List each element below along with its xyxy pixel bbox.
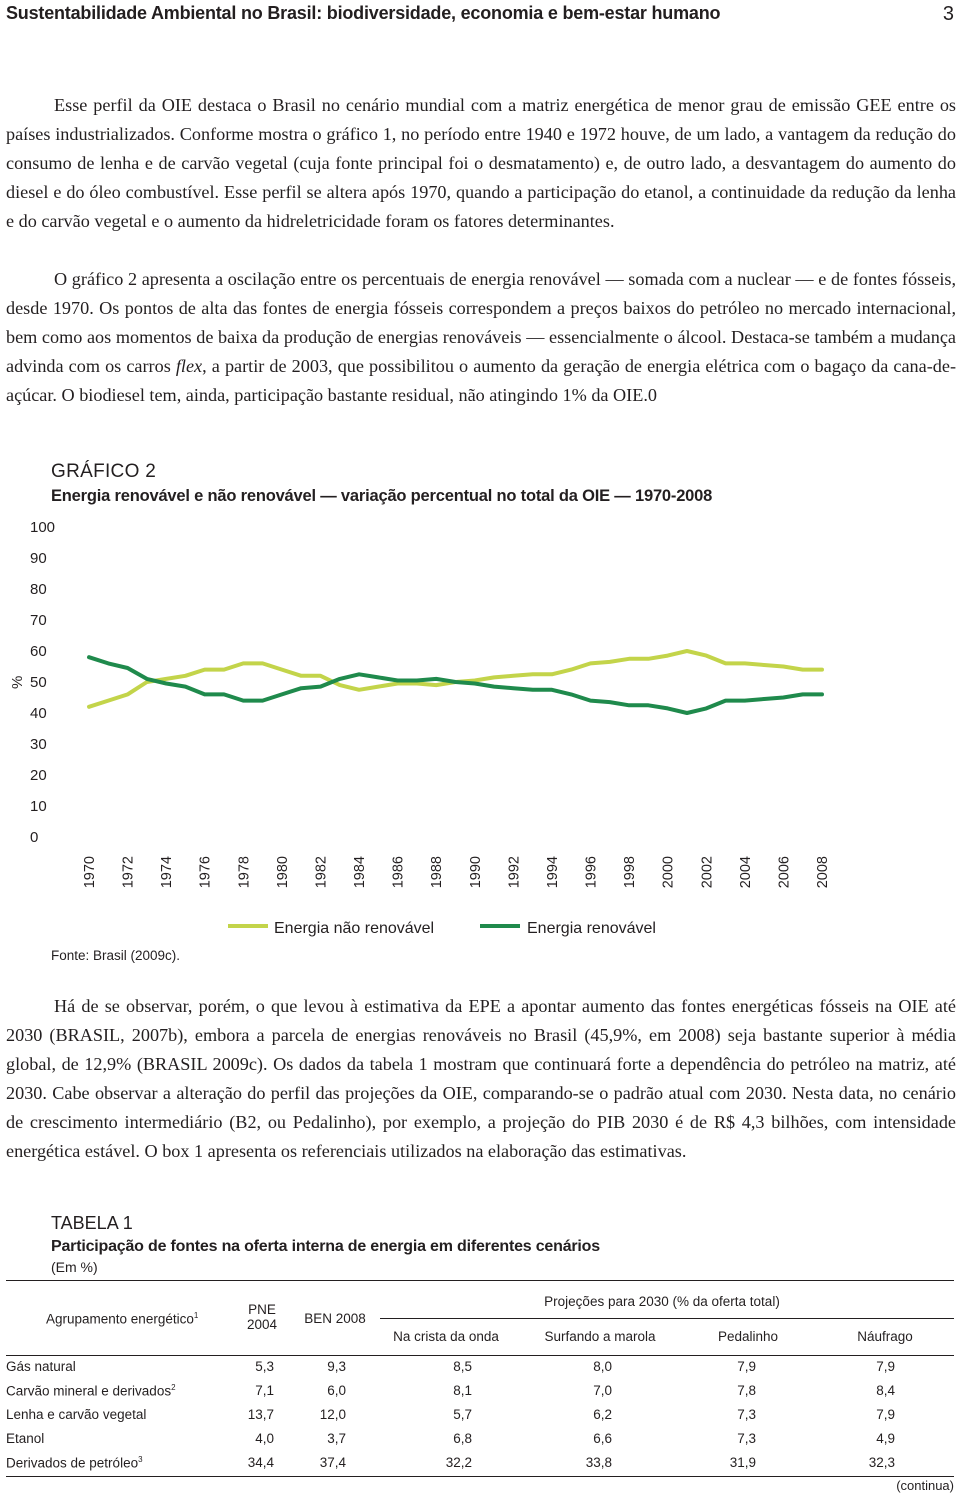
table-cell-naufrago: 8,4: [876, 1383, 895, 1398]
body-paragraph-2: [6, 265, 956, 410]
table-continued-note: (continua): [896, 1478, 954, 1493]
paragraph-text-part: O gráfico 2 apresenta a oscilação entre os percentuais de energia renovável — somada com a nuclear — e de fontes fósseis, desde 1970. Os pontos de alta das fontes de energia fósseis correspondem a preços baixos do petróleo no mercado internacional, bem como aos momentos de baixa da produção de energias renováveis — essencialmente o álcool. Destaca-se também a mudança advinda com os carros: [6, 269, 956, 376]
table-title: Participação de fontes na oferta interna de energia em diferentes cenários: [51, 1238, 600, 1255]
y-tick-label: 100: [30, 519, 56, 536]
y-tick-label: 90: [30, 550, 47, 567]
x-tick-label: 1972: [120, 856, 137, 889]
y-tick-label: 0: [30, 829, 39, 846]
series-lines: [89, 651, 822, 713]
table-cell-ben: 37,4: [319, 1455, 346, 1470]
x-tick-label: 1976: [197, 856, 214, 889]
table-cell-pedalinho: 7,8: [737, 1383, 756, 1398]
table-projections-rule: [380, 1318, 954, 1319]
table-header-group: [46, 1311, 198, 1327]
table-cell-naufrago: 7,9: [876, 1407, 895, 1422]
table-cell-pne: 4,0: [255, 1431, 274, 1446]
table-cell-crista: 5,7: [453, 1407, 472, 1422]
y-tick-label: 40: [30, 705, 47, 722]
legend-label: Energia não renovável: [274, 920, 435, 937]
group-label: Agrupamento energético: [46, 1311, 194, 1327]
x-tick-label: 1974: [159, 856, 176, 889]
table-cell-pedalinho: 31,9: [729, 1455, 756, 1470]
table-row-label: Carvão mineral e derivados$^2$: [6, 1383, 176, 1399]
legend: [228, 920, 656, 937]
chart-source: Fonte: Brasil (2009c).: [51, 948, 181, 963]
table-kicker: TABELA 1: [51, 1213, 133, 1233]
y-tick-label: 80: [30, 581, 47, 598]
footnote-marker: 2: [171, 1383, 176, 1392]
x-tick-label: 1996: [583, 856, 600, 889]
table-header-projections: Projeções para 2030 (% da oferta total): [544, 1294, 780, 1309]
table-cell-pedalinho: 7,3: [737, 1407, 756, 1422]
x-tick-label: 1998: [622, 856, 639, 889]
running-header-title: Sustentabilidade Ambiental no Brasil: biodiversidade, economia e bem-estar humano: [6, 3, 721, 23]
y-axis-labels: [9, 519, 55, 846]
table-cell-surfando: 8,0: [593, 1359, 612, 1374]
table-unit: (Em %): [51, 1259, 98, 1275]
x-tick-label: 1986: [390, 856, 407, 889]
y-tick-label: 10: [30, 798, 47, 815]
x-tick-label: 1978: [236, 856, 253, 889]
body-paragraph-1: [6, 91, 956, 236]
table-cell-surfando: 6,6: [593, 1431, 612, 1446]
table-cell-pedalinho: 7,9: [737, 1359, 756, 1374]
x-tick-label: 1990: [467, 856, 484, 889]
x-tick-label: 1970: [82, 856, 98, 889]
table-header-rule: [6, 1355, 954, 1356]
x-tick-label: 1984: [352, 856, 369, 889]
x-axis-labels: [82, 856, 831, 888]
paragraph-text-part: , a partir de 2003, que possibilitou o aumento da geração de energia elétrica com o bagaço da cana-de-açúcar. O biodiesel tem, ainda, participação bastante residual, não atingindo 1% da OIE.0: [6, 356, 956, 405]
table-cell-pne: 5,3: [255, 1359, 274, 1374]
table-top-rule: [6, 1280, 954, 1281]
x-tick-label: 2002: [699, 856, 716, 889]
table-cell-surfando: 6,2: [593, 1407, 612, 1422]
table-row-label: Lenha e carvão vegetal: [6, 1407, 147, 1422]
series-line-1: [89, 651, 822, 707]
table-cell-pne: 13,7: [247, 1407, 274, 1422]
footnote-marker: 3: [138, 1455, 143, 1464]
pne-year: 2004: [246, 1317, 278, 1332]
table-header-scenario: Surfando a marola: [544, 1329, 656, 1344]
table-cell-crista: 8,5: [453, 1359, 472, 1374]
paragraph-text: Há de se observar, porém, o que levou à estimativa da EPE a apontar aumento das fontes energéticas fósseis na OIE até 2030 (BRASIL, 2007b), embora a parcela de energias renováveis no Brasil (45,9%, em 2008) seja bastante superior à média global, de 12,9% (BRASIL 2009c). Os dados da tabela 1 mostram que continuará forte a dependência do petróleo na matriz, até 2030. Cabe observar a alteração do perfil das projeções da OIE, comparando-se o padrão atual com 2030. Nesta data, no cenário de crescimento intermediário (B2, ou Pedalinho), por exemplo, a projeção do PIB 2030 é de R$ 4,3 bilhões, com intensidade energética estável. O box 1 apresenta os referenciais utilizados na elaboração das estimativas.: [6, 996, 956, 1161]
table-cell-ben: 6,0: [327, 1383, 346, 1398]
table-cell-naufrago: 4,9: [876, 1431, 895, 1446]
table-cell-surfando: 7,0: [593, 1383, 612, 1398]
y-tick-label: 50: [30, 674, 47, 691]
table-cell-pne: 7,1: [255, 1383, 274, 1398]
page-number: 3: [942, 3, 954, 25]
footnote-marker: 1: [193, 1311, 199, 1320]
y-tick-label: 20: [30, 767, 47, 784]
table-header-scenario: Pedalinho: [717, 1329, 779, 1344]
chart-title: Energia renovável e não renovável — variação percentual no total da OIE — 1970-2008: [51, 487, 713, 505]
x-tick-label: 2006: [776, 856, 793, 889]
paragraph-text: [6, 265, 956, 410]
table-header-pne: [230, 1302, 294, 1332]
x-tick-label: 1988: [429, 856, 446, 889]
y-tick-label: 60: [30, 643, 47, 660]
y-tick-label: 30: [30, 736, 47, 753]
table-cell-crista: 8,1: [453, 1383, 472, 1398]
pne-label: PNE: [248, 1302, 276, 1317]
chart-kicker: GRÁFICO 2: [51, 461, 157, 482]
table-cell-ben: 12,0: [319, 1407, 346, 1422]
x-tick-label: 1980: [274, 856, 291, 889]
table-cell-pne: 34,4: [247, 1455, 274, 1470]
table-cell-ben: 3,7: [327, 1431, 346, 1446]
x-tick-label: 2004: [737, 856, 754, 889]
table-header-ben: BEN 2008: [304, 1311, 366, 1326]
line-chart: [0, 505, 960, 965]
y-tick-label: 70: [30, 612, 47, 629]
table-row-label: Gás natural: [6, 1359, 76, 1374]
legend-label: Energia renovável: [527, 920, 656, 937]
table-cell-crista: 32,2: [445, 1455, 472, 1470]
table-row-label: Etanol: [6, 1431, 45, 1446]
flex-term: flex: [175, 356, 203, 376]
table-cell-ben: 9,3: [327, 1359, 346, 1374]
table-cell-surfando: 33,8: [585, 1455, 612, 1470]
table-cell-pedalinho: 7,3: [737, 1431, 756, 1446]
table-header-scenario: Náufrago: [857, 1329, 913, 1344]
x-tick-label: 1992: [506, 856, 523, 889]
series-line-2: [89, 657, 822, 713]
x-tick-label: 2000: [660, 856, 677, 889]
table-row-label: Derivados de petróleo$^3$: [6, 1455, 143, 1471]
x-tick-label: 1982: [313, 856, 330, 889]
table-cell-crista: 6,8: [453, 1431, 472, 1446]
table-bottom-rule: [6, 1476, 954, 1477]
y-axis-label: %: [9, 675, 26, 689]
body-paragraph-3: [6, 992, 956, 1166]
table-cell-naufrago: 32,3: [868, 1455, 895, 1470]
table-cell-naufrago: 7,9: [876, 1359, 895, 1374]
paragraph-text: Esse perfil da OIE destaca o Brasil no cenário mundial com a matriz energética de menor grau de emissão GEE entre os países industrializados. Conforme mostra o gráfico 1, no período entre 1940 e 1972 houve, de um lado, a vantagem da redução do consumo de lenha e de carvão vegetal (cuja fonte principal foi o desmatamento) e, de outro lado, a desvantagem do aumento do diesel e do óleo combustível. Esse perfil se altera após 1970, quando a participação do etanol, a continuidade da redução da lenha e do carvão vegetal e o aumento da hidreletricidade foram os fatores determinantes.: [6, 95, 956, 231]
x-tick-label: 2008: [815, 856, 831, 889]
table-header-scenario: Na crista da onda: [393, 1329, 499, 1344]
x-tick-label: 1994: [544, 856, 561, 889]
